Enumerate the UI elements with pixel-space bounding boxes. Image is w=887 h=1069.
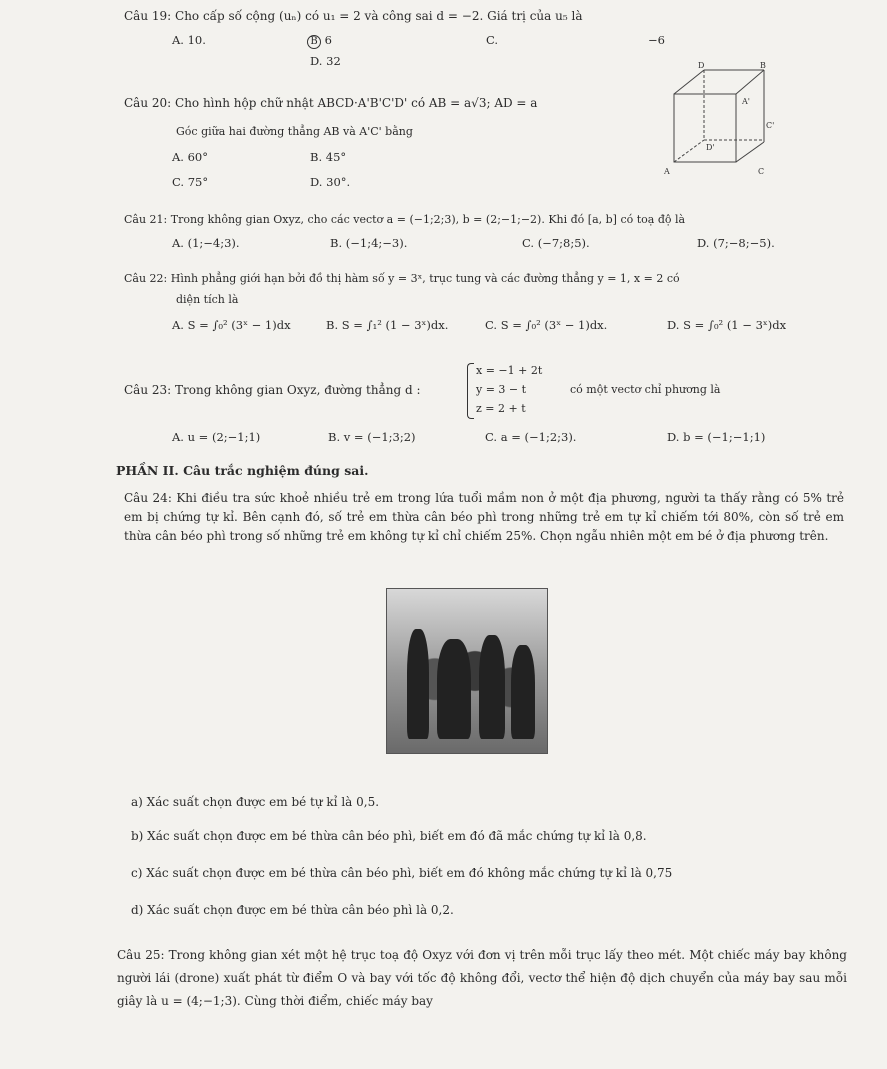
q23-equation-x: x = −1 + 2t <box>476 364 543 377</box>
q23-equation-y: y = 3 − t <box>476 383 527 396</box>
q20-stem: Câu 20: Cho hình hộp chữ nhật ABCD·A'B'C'D' có AB = a√3; AD = a <box>124 96 538 110</box>
vertex-label: D' <box>706 143 715 152</box>
q19-option-d: D. 32 <box>310 54 341 68</box>
q23-option-b: B. v = (−1;3;2) <box>328 430 416 444</box>
photo-figure <box>479 635 505 739</box>
q19-option-c-value: −6 <box>648 33 665 47</box>
photo-figure <box>511 645 535 739</box>
box-edge <box>736 70 764 94</box>
q23-option-d: D. b = (−1;−1;1) <box>667 430 766 444</box>
q23-option-a: A. u = (2;−1;1) <box>172 430 261 444</box>
box-hidden-edge <box>674 140 704 162</box>
q20-line2: Góc giữa hai đường thẳng AB và A'C' bằng <box>176 125 413 138</box>
q21-option-b: B. (−1;4;−3). <box>330 236 408 250</box>
vertex-label: C <box>758 167 765 176</box>
answer-mark-icon: B <box>307 35 321 49</box>
q21-option-d: D. (7;−8;−5). <box>697 236 775 250</box>
box-figure <box>660 61 775 177</box>
section-heading: PHẦN II. Câu trắc nghiệm đúng sai. <box>116 463 369 478</box>
q22-stem: Câu 22: Hình phẳng giới hạn bởi đồ thị hàm số y = 3ˣ, trục tung và các đường thẳng y = 1, x = 2 có <box>124 272 680 285</box>
q20-option-a: A. 60° <box>172 150 208 164</box>
q22-option-c: C. S = ∫₀² (3ˣ − 1)dx. <box>485 318 608 332</box>
photo-figure <box>437 639 471 739</box>
children-photo <box>386 588 548 754</box>
q24-statement-a: a) Xác suất chọn được em bé tự kỉ là 0,5. <box>131 795 380 809</box>
q24-stem: Câu 24: Khi điều tra sức khoẻ nhiều trẻ em trong lứa tuổi mầm non ở một địa phương, người ta thấy rằng có 5% trẻ em bị chứng tự kỉ. Bên cạnh đó, số trẻ em thừa cân béo phì trong những trẻ em tự kỉ chiếm tới 80%, còn số trẻ em thừa cân béo phì trong số những trẻ em không tự kỉ chỉ chiếm 25%. Chọn ngẫu nhiên một em bé ở địa phương trên. <box>124 491 844 543</box>
q22-option-a: A. S = ∫₀² (3ˣ − 1)dx <box>172 318 291 332</box>
q22-option-d: D. S = ∫₀² (1 − 3ˣ)dx <box>667 318 787 332</box>
q19-option-a: A. 10. <box>172 33 206 47</box>
vertex-label: A' <box>742 97 750 106</box>
q19-stem: Câu 19: Cho cấp số cộng (uₙ) có u₁ = 2 và công sai d = −2. Giá trị của u₅ là <box>124 9 583 23</box>
q24-statement-c: c) Xác suất chọn được em bé thừa cân béo phì, biết em đó không mắc chứng tự kỉ là 0,75 <box>131 866 673 880</box>
q21-option-c: C. (−7;8;5). <box>522 236 590 250</box>
q23-option-c: C. a = (−1;2;3). <box>485 430 577 444</box>
q20-option-b: B. 45° <box>310 150 347 164</box>
vertex-label: B <box>760 61 766 70</box>
q22-option-b: B. S = ∫₁² (1 − 3ˣ)dx. <box>326 318 449 332</box>
q24-statement-b: b) Xác suất chọn được em bé thừa cân béo phì, biết em đó đã mắc chứng tự kỉ là 0,8. <box>131 829 647 843</box>
q25-stem: Câu 25: Trong không gian xét một hệ trục toạ độ Oxyz với đơn vị trên mỗi trục lấy theo mét. Một chiếc máy bay không người lái (drone) xuất phát từ điểm O và bay với tốc độ không đổi, vectơ thể hiện độ dịch chuyển của máy bay sau mỗi giây là u = (4;−1;3). Cùng thời điểm, chiếc máy bay <box>117 948 847 1008</box>
vertex-label: C' <box>766 121 775 130</box>
q20-option-d: D. 30°. <box>310 175 351 189</box>
q22-line2: diện tích là <box>176 293 239 306</box>
box-edge <box>674 70 704 94</box>
equation-brace <box>467 363 474 419</box>
q19-option-c: C. <box>486 33 499 47</box>
box-edge <box>736 142 764 162</box>
q20-option-c: C. 75° <box>172 175 209 189</box>
q19-option-b: B 6 <box>307 33 332 49</box>
vertex-label: D <box>698 61 705 70</box>
box-front-face <box>674 94 736 162</box>
q23-stem: Câu 23: Trong không gian Oxyz, đường thẳng d : <box>124 383 421 397</box>
q21-stem: Câu 21: Trong không gian Oxyz, cho các vectơ a = (−1;2;3), b = (2;−1;−2). Khi đó [a, b] có toạ độ là <box>124 213 686 226</box>
q24-statement-d: d) Xác suất chọn được em bé thừa cân béo phì là 0,2. <box>131 903 454 917</box>
photo-figure <box>407 629 429 739</box>
q23-equation-z: z = 2 + t <box>476 402 526 415</box>
q21-option-a: A. (1;−4;3). <box>172 236 240 250</box>
q23-tail: có một vectơ chỉ phương là <box>570 383 721 396</box>
vertex-label: A <box>664 167 670 176</box>
